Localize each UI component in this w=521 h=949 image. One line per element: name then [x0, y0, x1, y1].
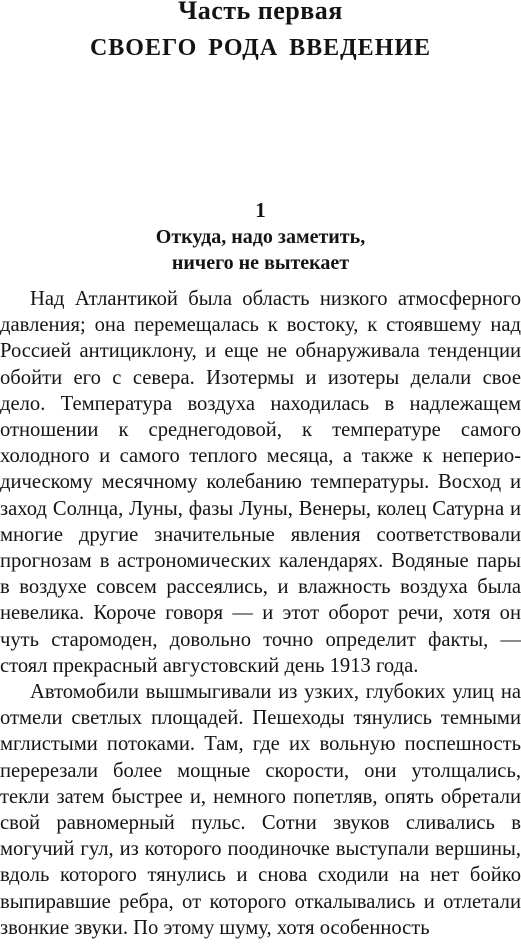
- chapter-heading: [0, 224, 521, 276]
- body-text: [0, 286, 521, 941]
- paragraph: Над Атлантикой была область низкого атмосферного давления; она перемещалась к востоку, к стоявшему над Россией антициклону, и еще не обнаруживала тенденции обойти его с севера. Изотермы и изотеры делали свое дело. Температура воздуха находилась в надлежащем отношении к среднегодовой, к температуре самого холодного и самого теплого месяца, а также к непериодическому месячному колебанию температуры. Восход и заход Солнца, Луны, фазы Луны, Венеры, колец Сатурна и многие другие значительные явления соответствовали прогнозам в астрономических календарях. Водяные пары в воздухе совсем рассеялись, и влажность воздуха была невелика. Короче говоря — и этот оборот речи, хотя он чуть старомоден, довольно точно определит факты, — стоял прекрасный августовский день 1913 года.: [0, 288, 521, 677]
- part-subtitle: СВОЕГО РОДА ВВЕДЕНИЕ: [89, 35, 432, 61]
- chapter-heading-line: ничего не вытекает: [171, 252, 350, 274]
- paragraph: Автомобили вышмыгивали из узких, глубоких улиц на отмели светлых площадей. Пешеходы тянулись темными мглистыми потоками. Там, где их вольную поспешность перерезали более мощные скорости, они утолщались, текли затем быстрее и, немного попетляв, опять обретали свой равномерный пульс. Сотни звуков сливались в могучий гул, из которого поодиночке выступали вершины, вдоль которого тянулись и снова сходили на нет бойко выпиравшие ребра, от которого откалывались и отлетали звонкие звуки. По этому шуму, хотя особенность: [0, 681, 521, 939]
- part-title: Часть первая: [178, 0, 343, 25]
- chapter-number: 1: [255, 198, 266, 222]
- chapter-heading-line: Откуда, надо заметить,: [155, 226, 366, 248]
